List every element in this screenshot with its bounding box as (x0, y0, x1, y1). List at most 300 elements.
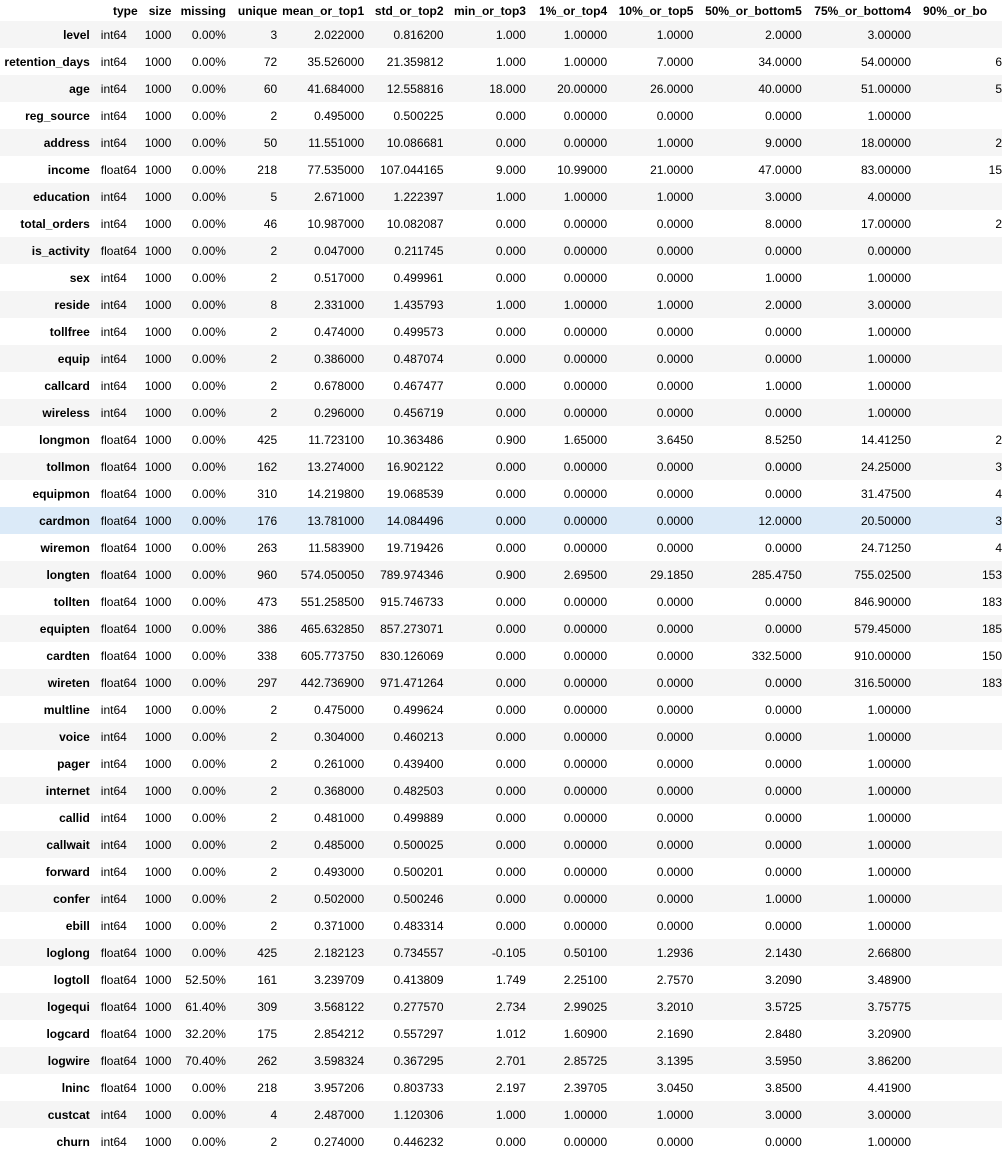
cell-p10: 0.0000 (656, 351, 694, 366)
row-label: logcard (46, 1026, 90, 1041)
cell-type: float64 (100, 243, 137, 258)
cell-size: 1000 (144, 324, 172, 339)
cell-p10: 0.0000 (656, 459, 694, 474)
cell-type: int64 (100, 324, 127, 339)
cell-unique: 2 (270, 864, 278, 879)
cell-size: 1000 (144, 729, 172, 744)
cell-std: 10.086681 (386, 135, 444, 150)
table-row (0, 372, 1002, 399)
cell-unique: 2 (270, 702, 278, 717)
cell-mean: 0.368000 (314, 783, 365, 798)
table-row (0, 48, 1002, 75)
cell-missing: 0.00% (191, 378, 226, 393)
cell-p1: 0.00000 (563, 486, 608, 501)
cell-type: float64 (100, 459, 137, 474)
cell-p75: 1.00000 (867, 756, 911, 771)
cell-p90 (913, 399, 1002, 426)
header-1pct-or-top4: 1%_or_top4 (539, 3, 608, 18)
cell-p75: 18.00000 (860, 135, 911, 150)
cell-p10: 21.0000 (650, 162, 694, 177)
header-50pct-or-bottom5: 50%_or_bottom5 (705, 3, 802, 18)
cell-type: float64 (100, 513, 137, 528)
table-row (0, 939, 1002, 966)
cell-min: 0.000 (495, 783, 526, 798)
cell-unique: 309 (257, 999, 278, 1014)
header-size: size (148, 3, 172, 18)
cell-type: float64 (100, 540, 137, 555)
table-row (0, 183, 1002, 210)
table-row (0, 912, 1002, 939)
cell-p10: 1.0000 (656, 189, 694, 204)
cell-min: 0.000 (495, 837, 526, 852)
row-label: custcat (47, 1107, 90, 1122)
cell-p50: 332.5000 (751, 648, 802, 663)
cell-size: 1000 (144, 486, 172, 501)
cell-std: 0.500201 (393, 864, 444, 879)
cell-type: int64 (100, 270, 127, 285)
row-label: equipten (39, 621, 90, 636)
cell-p90 (913, 1047, 1002, 1074)
cell-std: 0.487074 (393, 351, 444, 366)
cell-type: int64 (100, 27, 127, 42)
row-label: internet (45, 783, 90, 798)
cell-p50: 2.0000 (765, 27, 802, 42)
cell-min: 18.000 (489, 81, 526, 96)
cell-p75: 1.00000 (867, 783, 911, 798)
cell-min: 0.000 (495, 216, 526, 231)
cell-unique: 263 (257, 540, 278, 555)
cell-p75: 3.00000 (867, 1107, 911, 1122)
row-label: reg_source (25, 108, 90, 123)
cell-unique: 3 (270, 27, 278, 42)
cell-min: 0.000 (495, 513, 526, 528)
row-label: churn (56, 1134, 90, 1149)
cell-p10: 1.0000 (656, 135, 694, 150)
table-row (0, 669, 1002, 696)
cell-p75: 1.00000 (867, 324, 911, 339)
header-type: type (113, 3, 138, 18)
cell-type: float64 (100, 675, 137, 690)
cell-missing: 70.40% (185, 1053, 226, 1068)
table-row (0, 858, 1002, 885)
header-mean-or-top1: mean_or_top1 (282, 3, 365, 18)
cell-p10: 1.0000 (656, 1107, 694, 1122)
cell-min: -0.105 (491, 945, 526, 960)
cell-missing: 0.00% (191, 270, 226, 285)
cell-p50: 0.0000 (765, 783, 802, 798)
cell-p10: 0.0000 (656, 513, 694, 528)
cell-p75: 20.50000 (860, 513, 911, 528)
cell-mean: 0.502000 (314, 891, 365, 906)
header-unique: unique (237, 3, 278, 18)
cell-min: 9.000 (495, 162, 526, 177)
cell-type: int64 (100, 216, 127, 231)
cell-type: int64 (100, 405, 127, 420)
cell-size: 1000 (144, 702, 172, 717)
cell-p1: 1.00000 (563, 1107, 608, 1122)
cell-p1: 0.00000 (563, 594, 608, 609)
cell-p1: 0.00000 (563, 270, 608, 285)
cell-missing: 0.00% (191, 513, 226, 528)
cell-std: 0.499889 (393, 810, 444, 825)
cell-p90 (913, 777, 1002, 804)
cell-unique: 2 (270, 405, 278, 420)
cell-min: 0.000 (495, 486, 526, 501)
cell-p50: 0.0000 (765, 459, 802, 474)
cell-p75: 1.00000 (867, 1134, 911, 1149)
cell-std: 10.363486 (386, 432, 444, 447)
cell-p50: 0.0000 (765, 675, 802, 690)
cell-type: int64 (100, 81, 127, 96)
cell-mean: 0.261000 (314, 756, 365, 771)
cell-p1: 0.50100 (563, 945, 608, 960)
cell-unique: 2 (270, 243, 278, 258)
cell-mean: 0.274000 (314, 1134, 365, 1149)
cell-missing: 0.00% (191, 891, 226, 906)
cell-size: 1000 (144, 270, 172, 285)
cell-p50: 3.5725 (765, 999, 802, 1014)
cell-p90 (913, 723, 1002, 750)
cell-p90 (913, 966, 1002, 993)
cell-p10: 0.0000 (656, 108, 694, 123)
table-row (0, 885, 1002, 912)
cell-missing: 0.00% (191, 486, 226, 501)
cell-min: 0.000 (495, 891, 526, 906)
cell-missing: 0.00% (191, 135, 226, 150)
cell-p90 (913, 939, 1002, 966)
cell-mean: 0.475000 (314, 702, 365, 717)
cell-p75: 1.00000 (867, 378, 911, 393)
cell-p1: 0.00000 (563, 351, 608, 366)
cell-std: 0.499624 (393, 702, 444, 717)
cell-size: 1000 (144, 864, 172, 879)
table-row (0, 1128, 1002, 1155)
table-row (0, 588, 1002, 615)
cell-missing: 0.00% (191, 1107, 226, 1122)
cell-p50: 8.0000 (765, 216, 802, 231)
cell-std: 12.558816 (386, 81, 444, 96)
cell-p50: 0.0000 (765, 729, 802, 744)
cell-std: 857.273071 (380, 621, 444, 636)
table-row (0, 291, 1002, 318)
cell-p50: 0.0000 (765, 1134, 802, 1149)
cell-p10: 0.0000 (656, 918, 694, 933)
cell-size: 1000 (144, 567, 172, 582)
cell-unique: 8 (270, 297, 278, 312)
cell-unique: 161 (257, 972, 278, 987)
header-10pct-or-top5: 10%_or_top5 (618, 3, 694, 18)
cell-p90 (913, 1074, 1002, 1101)
cell-p1: 0.00000 (563, 891, 608, 906)
cell-p10: 0.0000 (656, 810, 694, 825)
table-row (0, 804, 1002, 831)
cell-p90 (913, 1101, 1002, 1128)
cell-p50: 3.5950 (765, 1053, 802, 1068)
table-row (0, 993, 1002, 1020)
cell-p90 (913, 804, 1002, 831)
cell-p10: 0.0000 (656, 324, 694, 339)
cell-p75: 1.00000 (867, 864, 911, 879)
cell-unique: 2 (270, 108, 278, 123)
table-row (0, 966, 1002, 993)
cell-size: 1000 (144, 405, 172, 420)
cell-missing: 0.00% (191, 432, 226, 447)
cell-p10: 1.0000 (656, 297, 694, 312)
row-label: callwait (46, 837, 90, 852)
cell-p10: 0.0000 (656, 270, 694, 285)
cell-std: 19.719426 (386, 540, 444, 555)
cell-p50: 47.0000 (758, 162, 802, 177)
cell-mean: 465.632850 (300, 621, 365, 636)
cell-p1: 0.00000 (563, 324, 608, 339)
cell-size: 1000 (144, 1080, 172, 1095)
cell-p1: 1.60900 (563, 1026, 608, 1041)
cell-p10: 0.0000 (656, 1134, 694, 1149)
cell-min: 0.000 (495, 351, 526, 366)
row-label: wiremon (40, 540, 90, 555)
cell-size: 1000 (144, 972, 172, 987)
table-row (0, 777, 1002, 804)
cell-p10: 29.1850 (650, 567, 694, 582)
row-label: address (43, 135, 90, 150)
cell-p50: 2.0000 (765, 297, 802, 312)
cell-min: 0.000 (495, 324, 526, 339)
cell-size: 1000 (144, 810, 172, 825)
cell-p75: 1.00000 (867, 891, 911, 906)
cell-p10: 0.0000 (656, 216, 694, 231)
cell-p1: 0.00000 (563, 108, 608, 123)
cell-p75: 755.02500 (854, 567, 911, 582)
cell-std: 789.974346 (380, 567, 444, 582)
cell-p75: 1.00000 (867, 270, 911, 285)
cell-min: 0.000 (495, 594, 526, 609)
cell-p75: 2.66800 (867, 945, 911, 960)
cell-p1: 2.69500 (563, 567, 608, 582)
row-label: wireless (42, 405, 90, 420)
cell-unique: 2 (270, 918, 278, 933)
cell-p90: 3 (995, 459, 1002, 474)
cell-p90 (913, 264, 1002, 291)
cell-p1: 0.00000 (563, 513, 608, 528)
cell-type: float64 (100, 486, 137, 501)
cell-missing: 32.20% (185, 1026, 226, 1041)
cell-p10: 0.0000 (656, 621, 694, 636)
cell-p50: 0.0000 (765, 864, 802, 879)
cell-p1: 0.00000 (563, 918, 608, 933)
cell-p1: 0.00000 (563, 621, 608, 636)
cell-min: 1.749 (495, 972, 526, 987)
cell-min: 1.000 (495, 1107, 526, 1122)
cell-type: int64 (100, 891, 127, 906)
cell-unique: 176 (257, 513, 278, 528)
cell-size: 1000 (144, 81, 172, 96)
cell-p50: 1.0000 (765, 378, 802, 393)
cell-p50: 285.4750 (751, 567, 802, 582)
cell-p1: 0.00000 (563, 675, 608, 690)
cell-min: 0.000 (495, 108, 526, 123)
cell-p75: 3.48900 (867, 972, 911, 987)
cell-type: int64 (100, 54, 127, 69)
row-label: callcard (44, 378, 90, 393)
cell-p90 (913, 993, 1002, 1020)
cell-p10: 0.0000 (656, 729, 694, 744)
cell-p90 (913, 345, 1002, 372)
table-row (0, 480, 1002, 507)
cell-p90: 185 (981, 621, 1002, 636)
cell-missing: 0.00% (191, 1134, 226, 1149)
cell-mean: 2.487000 (314, 1107, 365, 1122)
cell-p50: 40.0000 (758, 81, 802, 96)
cell-mean: 35.526000 (307, 54, 365, 69)
cell-p1: 20.00000 (557, 81, 608, 96)
cell-mean: 13.274000 (307, 459, 365, 474)
header-min-or-top3: min_or_top3 (453, 3, 526, 18)
cell-p1: 2.25100 (563, 972, 608, 987)
cell-type: int64 (100, 135, 127, 150)
cell-type: int64 (100, 378, 127, 393)
cell-type: int64 (100, 1107, 127, 1122)
cell-p90 (913, 750, 1002, 777)
row-label: longten (46, 567, 90, 582)
cell-p75: 3.75775 (867, 999, 911, 1014)
cell-p75: 1.00000 (867, 837, 911, 852)
cell-p10: 3.1395 (656, 1053, 694, 1068)
cell-p10: 3.6450 (656, 432, 694, 447)
cell-size: 1000 (144, 783, 172, 798)
cell-size: 1000 (144, 756, 172, 771)
cell-type: float64 (100, 945, 137, 960)
cell-mean: 0.474000 (314, 324, 365, 339)
cell-unique: 46 (263, 216, 278, 231)
cell-type: int64 (100, 810, 127, 825)
cell-p1: 0.00000 (563, 1134, 608, 1149)
cell-size: 1000 (144, 1053, 172, 1068)
cell-mean: 0.485000 (314, 837, 365, 852)
cell-p10: 0.0000 (656, 486, 694, 501)
cell-p90 (913, 291, 1002, 318)
cell-size: 1000 (144, 540, 172, 555)
cell-p50: 0.0000 (765, 351, 802, 366)
cell-p75: 4.00000 (867, 189, 911, 204)
cell-p75: 83.00000 (860, 162, 911, 177)
cell-size: 1000 (144, 459, 172, 474)
cell-missing: 0.00% (191, 27, 226, 42)
cell-missing: 0.00% (191, 756, 226, 771)
row-label: pager (57, 756, 90, 771)
cell-type: int64 (100, 702, 127, 717)
cell-p50: 2.8480 (765, 1026, 802, 1041)
cell-p1: 0.00000 (563, 729, 608, 744)
cell-mean: 10.987000 (307, 216, 365, 231)
cell-type: int64 (100, 864, 127, 879)
cell-mean: 0.495000 (314, 108, 365, 123)
cell-size: 1000 (144, 162, 172, 177)
cell-p90: 15 (988, 162, 1002, 177)
cell-mean: 2.854212 (314, 1026, 365, 1041)
cell-unique: 5 (270, 189, 278, 204)
cell-p75: 54.00000 (860, 54, 911, 69)
table-row (0, 453, 1002, 480)
table-row (0, 1047, 1002, 1074)
cell-p1: 0.00000 (563, 135, 608, 150)
cell-p90 (913, 1020, 1002, 1047)
cell-type: int64 (100, 1134, 127, 1149)
cell-p1: 2.39705 (563, 1080, 608, 1095)
cell-mean: 11.723100 (308, 432, 365, 447)
cell-std: 0.467477 (393, 378, 444, 393)
header-missing: missing (180, 3, 226, 18)
cell-missing: 0.00% (191, 621, 226, 636)
table-row (0, 642, 1002, 669)
cell-missing: 0.00% (191, 729, 226, 744)
cell-size: 1000 (144, 378, 172, 393)
cell-std: 0.499961 (393, 270, 444, 285)
cell-p90: 183 (981, 675, 1002, 690)
row-label: is_activity (31, 243, 90, 258)
cell-p10: 26.0000 (650, 81, 694, 96)
cell-missing: 0.00% (191, 783, 226, 798)
cell-p50: 0.0000 (765, 837, 802, 852)
cell-min: 0.000 (495, 621, 526, 636)
cell-p50: 0.0000 (765, 324, 802, 339)
cell-std: 0.557297 (393, 1026, 444, 1041)
cell-min: 1.000 (495, 54, 526, 69)
cell-p75: 3.00000 (867, 297, 911, 312)
cell-missing: 0.00% (191, 459, 226, 474)
cell-std: 0.500225 (393, 108, 444, 123)
cell-p50: 0.0000 (765, 756, 802, 771)
cell-min: 0.000 (495, 702, 526, 717)
cell-min: 0.000 (495, 675, 526, 690)
cell-size: 1000 (144, 243, 172, 258)
header-90pct-or-bottom: 90%_or_bo (923, 3, 988, 18)
cell-mean: 2.331000 (314, 297, 365, 312)
header-75pct-or-bottom4: 75%_or_bottom4 (814, 3, 911, 18)
cell-type: int64 (100, 297, 127, 312)
cell-std: 0.500025 (393, 837, 444, 852)
cell-p10: 0.0000 (656, 675, 694, 690)
cell-unique: 2 (270, 783, 278, 798)
cell-std: 915.746733 (380, 594, 444, 609)
cell-p75: 1.00000 (867, 729, 911, 744)
cell-p10: 2.1690 (656, 1026, 694, 1041)
table-row (0, 75, 1002, 102)
cell-unique: 2 (270, 324, 278, 339)
cell-p90 (913, 21, 1002, 48)
cell-missing: 0.00% (191, 540, 226, 555)
cell-p10: 2.7570 (656, 972, 694, 987)
cell-size: 1000 (144, 918, 172, 933)
row-label: confer (53, 891, 90, 906)
cell-mean: 2.182123 (314, 945, 365, 960)
cell-std: 0.460213 (393, 729, 444, 744)
cell-min: 1.012 (495, 1026, 526, 1041)
cell-p1: 1.00000 (563, 189, 608, 204)
row-label: ebill (65, 918, 90, 933)
cell-mean: 0.047000 (314, 243, 365, 258)
cell-missing: 0.00% (191, 648, 226, 663)
cell-unique: 218 (257, 162, 278, 177)
cell-missing: 0.00% (191, 594, 226, 609)
cell-min: 1.000 (495, 297, 526, 312)
cell-size: 1000 (144, 27, 172, 42)
cell-min: 0.000 (495, 243, 526, 258)
cell-std: 0.816200 (393, 27, 444, 42)
cell-p75: 1.00000 (867, 702, 911, 717)
cell-p90: 2 (995, 432, 1002, 447)
row-label: tollten (53, 594, 90, 609)
row-label: tollfree (49, 324, 90, 339)
